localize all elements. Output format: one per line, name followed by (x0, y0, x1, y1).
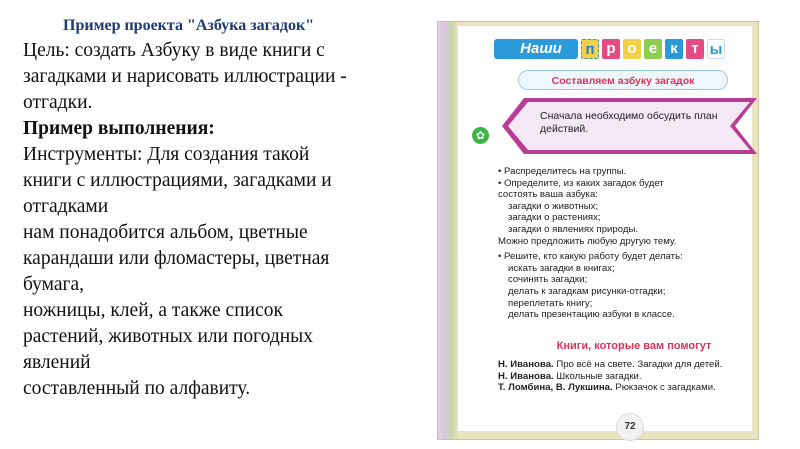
instruction-line: делать к загадкам рисунки-отгадки; (508, 285, 666, 297)
banner-letter: о (623, 39, 641, 59)
book-entry (498, 371, 770, 383)
textbook-page-inner (458, 26, 752, 431)
slide-line: растений, животных или погодных (23, 326, 314, 347)
projects-banner (494, 38, 725, 60)
section-heading: Составляем азбуку загадок (518, 70, 728, 90)
books-heading: Книги, которые вам помогут (556, 340, 712, 352)
book-author: Н. Иванова. (498, 359, 554, 370)
slide-line: отгадками (23, 196, 109, 217)
banner-letter: к (665, 39, 683, 59)
slide-line: отгадки. (23, 92, 93, 113)
banner-letter: ы (707, 39, 725, 59)
slide-line: Пример выполнения: (23, 118, 215, 139)
banner-letter: п (581, 39, 599, 59)
textbook-page (437, 21, 759, 440)
group-work-icon: ✿ (472, 127, 489, 144)
slide-text (23, 16, 418, 402)
instruction-line: загадки о животных; (508, 200, 599, 212)
instruction-line: переплетать книгу; (508, 297, 593, 309)
instruction-line: сочинять загадки; (508, 274, 588, 286)
banner-letter: е (644, 39, 662, 59)
instructions-list (498, 166, 768, 321)
slide-title: Пример проекта "Азбука загадок" (63, 17, 315, 34)
books-list (498, 359, 770, 394)
instruction-line: искать загадки в книгах; (508, 262, 615, 274)
book-title: Рюкзачок с загадками. (615, 382, 716, 394)
book-title: Про всё на свете. Загадки для детей. (556, 359, 723, 370)
slide-line: загадками и нарисовать иллюстрации - (23, 66, 347, 87)
instruction-line: • Распределитесь на группы. (498, 166, 627, 177)
instruction-line: состоять ваша азбука: (498, 189, 598, 201)
instruction-line: загадки о явлениях природы. (508, 223, 639, 235)
intro-text: Сначала необходимо обсудить план действий. (540, 110, 718, 135)
intro-callout (502, 98, 757, 154)
book-author: Н. Иванова. (498, 370, 554, 382)
banner-lead-word: Наши (494, 39, 578, 59)
banner-letter: р (602, 39, 620, 59)
slide-line: составленный по алфавиту. (23, 378, 251, 399)
instruction-line: • Определите, из каких загадок будет (498, 177, 664, 189)
slide-line: Цель: создать Азбуку в виде книги с (23, 40, 325, 61)
slide-line: карандаши или фломастеры, цветная (23, 248, 330, 269)
slide-line: книги с иллюстрациями, загадками и (23, 170, 332, 191)
slide-line: явлений (23, 352, 91, 373)
slide-line: ножницы, клей, а также список (23, 300, 283, 321)
book-entry (498, 359, 770, 371)
book-entry (498, 382, 770, 394)
slide-body (23, 38, 418, 402)
book-title: Школьные загадки. (556, 370, 642, 382)
slide-line: бумага, (23, 274, 85, 295)
banner-letter: т (686, 39, 704, 59)
slide-line: Инструменты: Для создания такой (23, 144, 310, 165)
instruction-line: загадки о растениях; (508, 212, 601, 224)
instruction-line: • Решите, кто какую работу будет делать: (498, 251, 683, 263)
slide-line: нам понадобится альбом, цветные (23, 222, 308, 243)
instruction-line: Можно предложить любую другую тему. (498, 235, 677, 247)
page-number: 72 (616, 413, 644, 441)
book-author: Т. Ломбина, В. Лукшина. (498, 382, 613, 394)
instruction-line: делать презентацию азбуки в классе. (508, 309, 675, 321)
